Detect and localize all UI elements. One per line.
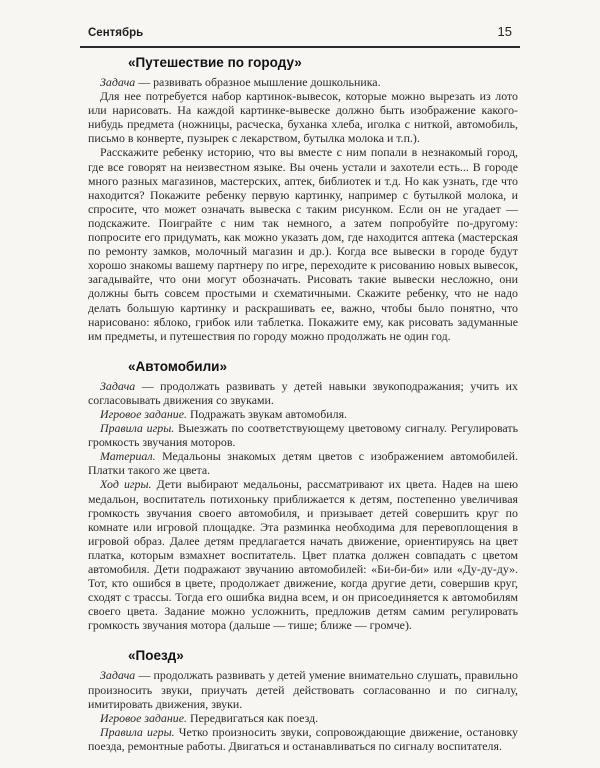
- paragraph-label: Задача: [100, 75, 136, 89]
- paragraph-label: Правила игры.: [100, 421, 175, 436]
- paragraph: [88, 449, 518, 477]
- paragraph-text: Расскажите ребенку историю, что вы вместе с ним попали в незнакомый город, где все говорят на неизвестном языке. Вы очень устали и захотели есть... В городе много разных магазинов, мастерских, аптек, библиотек и т.д. Но как узнать, где что находится? Покажите ребенку первую картинку, например с бутылкой молока, и спросите, что может означать вывеска с таким рисунком. Если он не угадает — подскажите. Поиграйте с ним так немного, а затем попробуйте по-другому: попросите его придумать, как можно указать дом, где находится аптека (мастерская по ремонту замков, молочный магазин и др.). Когда все вывески в городе будут хорошо знакомы вашему партнеру по игре, переходите к рисованию новых вывесок, загадывайте, что они могут обозначать. Рисовать такие вывески несложно, они должны быть совсем простыми и схематичными. Скажите ребенку, что не надо делать большую картинку и раскрашивать ее, важно, чтобы было понятно, что нарисовано: яблоко, грибок или таблетка. Покажите ему, как рисовать задуманные им предметы, и путешествия по городу можно продолжать не один год.: [88, 145, 518, 343]
- month-label: Сентябрь: [88, 27, 144, 39]
- section-cars: [88, 358, 518, 633]
- paragraph: [88, 477, 518, 632]
- paragraph: [88, 145, 518, 342]
- paragraph-label: Задача: [100, 668, 136, 683]
- paragraph-text: Четко произносить звуки, сопровождающие движение, остановку поезда, ремонтные работы. Двигаться и останавливаться по сигналу воспитателя.: [88, 724, 519, 753]
- section-city-journey: [88, 54, 518, 343]
- section-title: «Путешествие по городу»: [128, 55, 302, 70]
- paragraph-text: Медальоны знакомых детям цветов с изображением автомобилей. Платки такого же цвета.: [88, 449, 518, 478]
- paragraph: [88, 89, 518, 145]
- section-title: «Автомобили»: [128, 358, 227, 374]
- page-number: 15: [497, 24, 512, 39]
- paragraph: [88, 421, 518, 449]
- paragraph-text: Выезжать по соответствующему цветовому сигналу. Регулировать громкость звучания моторов.: [88, 421, 518, 450]
- paragraph-label: Задача: [100, 378, 136, 393]
- page-content: [88, 54, 518, 768]
- paragraph-label: Игровое задание.: [100, 710, 187, 725]
- paragraph: [88, 725, 518, 753]
- paragraph-text: Подражать звукам автомобиля.: [186, 406, 348, 421]
- paragraph-text: — продолжать развивать у детей навыки звукоподражания; учить их согласовывать движения со звуками.: [88, 378, 518, 407]
- paragraph-label: Материал.: [100, 449, 156, 464]
- paragraph-label: Правила игры.: [100, 724, 175, 739]
- paragraph-text: Для нее потребуется набор картинок-вывесок, которые можно вырезать из лото или нарисовать. На каждой картинке-вывеске должно быть изображение какого-нибудь предмета (ножницы, расческа, буханка хлеба, иголка с ниткой, автомобиль, письмо в конверте, пузырек с лекарством, бутылка молока и т.п.).: [88, 89, 518, 146]
- section-title: «Поезд»: [128, 648, 184, 664]
- paragraph-text: Передвигаться как поезд.: [186, 710, 319, 725]
- paragraph-text: — развивать образное мышление дошкольника.: [135, 75, 381, 89]
- section-train: [88, 647, 518, 753]
- running-header: [80, 20, 520, 48]
- paragraph-label: Ход игры.: [100, 477, 152, 492]
- paragraph-text: — продолжать развивать у детей умение внимательно слушать, правильно произносить звуки, приучать детей действовать согласованно и по сигналу, имитировать движения, звуки.: [88, 668, 518, 711]
- paragraph-label: Игровое задание.: [100, 406, 187, 421]
- paragraph: [88, 379, 518, 407]
- paragraph: [88, 711, 518, 725]
- paragraph: [88, 75, 518, 89]
- paragraph-text: Дети выбирают медальоны, рассматривают их цвета. Надев на шею медальон, воспитатель потихоньку приближается к детям, постепенно увеличивая громкость звучания своего автомобиля, и призывает детей совершить круг по комнате или игровой площадке. Эта разминка необходима для перевоплощения в игровой образ. Далее детям предлагается начать движение, ориентируясь на цвет платка, которым взмахнет воспитатель. Цвет платка должен совпадать с цветом автомобиля. Дети подражают звучанию автомобилей: «Би-би-би» или «Ду-ду-ду». Тот, кто ошибся в цвете, продолжает движение, когда другие дети, совершив круг, сходят с трассы. Тогда его ошибка видна всем, и он присоединяется к автомобилям своего цвета. Задание можно усложнить, предложив детям самим регулировать громкость звучания мотора (дальше — тише; ближе — громче).: [88, 477, 518, 633]
- paragraph: [88, 407, 518, 421]
- paragraph: [88, 668, 518, 710]
